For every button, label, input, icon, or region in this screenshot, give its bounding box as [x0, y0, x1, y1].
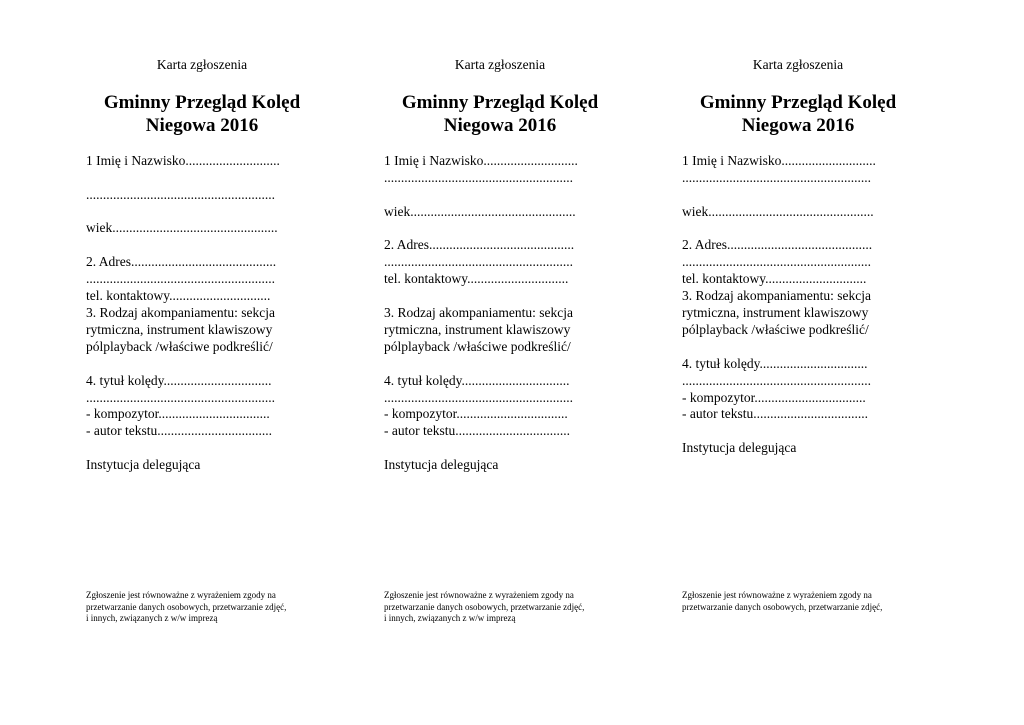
title-line-2: Niegowa 2016 — [443, 115, 557, 136]
phone-field[interactable]: tel. kontaktowy.............................. — [682, 271, 867, 286]
consent-note — [682, 590, 922, 613]
card-title — [682, 91, 914, 137]
phone-field[interactable]: tel. kontaktowy.............................. — [86, 288, 271, 303]
consent-note-line: przetwarzanie danych osobowych, przetwarzanie zdjęć, — [384, 601, 585, 612]
name-field[interactable]: 1 Imię i Nazwisko............................ — [86, 153, 280, 168]
age-field[interactable]: wiek................................................. — [86, 220, 278, 235]
name-field-continued[interactable]: ........................................................ — [86, 187, 275, 202]
address-field[interactable]: 2. Adres........................................... — [384, 237, 575, 252]
title-line-2: Niegowa 2016 — [741, 115, 855, 136]
card-header: Karta zgłoszenia — [752, 57, 844, 72]
registration-card-3 — [682, 0, 914, 725]
phone-field[interactable]: tel. kontaktowy.............................. — [384, 271, 569, 286]
carol-title-field-continued[interactable]: ........................................................ — [384, 390, 573, 405]
name-field[interactable]: 1 Imię i Nazwisko............................ — [682, 153, 876, 168]
accompaniment-label: 3. Rodzaj akompaniamentu: sekcja — [86, 305, 275, 320]
address-field[interactable]: 2. Adres........................................... — [86, 254, 277, 269]
carol-title-field[interactable]: 4. tytuł kolędy................................ — [682, 356, 868, 371]
title-line-1: Gminny Przegląd Kolęd — [699, 92, 897, 113]
registration-card-1 — [86, 0, 318, 725]
address-field-continued[interactable]: ........................................................ — [86, 271, 275, 286]
lyricist-field[interactable]: - autor tekstu.................................. — [384, 423, 570, 438]
address-field[interactable]: 2. Adres........................................... — [682, 237, 873, 252]
delegating-institution-label: Instytucja delegująca — [682, 440, 797, 455]
accompaniment-options-continued: pólplayback /właściwe podkreślić/ — [682, 322, 869, 337]
consent-note-line: przetwarzanie danych osobowych, przetwarzanie zdjęć, — [86, 601, 287, 612]
title-line-1: Gminny Przegląd Kolęd — [103, 92, 301, 113]
consent-note-line: i innych, związanych z w/w imprezą — [86, 613, 218, 623]
name-field-continued[interactable]: ........................................................ — [682, 170, 871, 185]
consent-note-line: i innych, związanych z w/w imprezą — [384, 613, 516, 623]
address-field-continued[interactable]: ........................................................ — [682, 254, 871, 269]
age-field[interactable]: wiek................................................. — [682, 204, 874, 219]
card-header: Karta zgłoszenia — [454, 57, 546, 72]
consent-note — [384, 590, 624, 625]
accompaniment-options: rytmiczna, instrument klawiszowy — [682, 305, 869, 320]
registration-card-2 — [384, 0, 616, 725]
accompaniment-options-continued: pólplayback /właściwe podkreślić/ — [384, 339, 571, 354]
carol-title-field[interactable]: 4. tytuł kolędy................................ — [86, 373, 272, 388]
age-field[interactable]: wiek................................................. — [384, 204, 576, 219]
lyricist-field[interactable]: - autor tekstu.................................. — [682, 406, 868, 421]
carol-title-field-continued[interactable]: ........................................................ — [86, 390, 275, 405]
accompaniment-options: rytmiczna, instrument klawiszowy — [86, 322, 273, 337]
name-field-continued[interactable]: ........................................................ — [384, 170, 573, 185]
card-title — [384, 91, 616, 137]
consent-note — [86, 590, 326, 625]
consent-note-line: przetwarzanie danych osobowych, przetwarzanie zdjęć, — [682, 601, 883, 612]
accompaniment-options: rytmiczna, instrument klawiszowy — [384, 322, 571, 337]
consent-note-line: Zgłoszenie jest równoważne z wyrażeniem zgody na — [384, 590, 574, 600]
title-line-1: Gminny Przegląd Kolęd — [401, 92, 599, 113]
delegating-institution-label: Instytucja delegująca — [384, 457, 499, 472]
lyricist-field[interactable]: - autor tekstu.................................. — [86, 423, 272, 438]
consent-note-line: Zgłoszenie jest równoważne z wyrażeniem zgody na — [86, 590, 276, 600]
accompaniment-options-continued: pólplayback /właściwe podkreślić/ — [86, 339, 273, 354]
title-line-2: Niegowa 2016 — [145, 115, 259, 136]
composer-field[interactable]: - kompozytor................................. — [682, 390, 866, 405]
composer-field[interactable]: - kompozytor................................. — [384, 406, 568, 421]
card-title — [86, 91, 318, 137]
consent-note-line: Zgłoszenie jest równoważne z wyrażeniem zgody na — [682, 590, 872, 600]
carol-title-field[interactable]: 4. tytuł kolędy................................ — [384, 373, 570, 388]
name-field[interactable]: 1 Imię i Nazwisko............................ — [384, 153, 578, 168]
delegating-institution-label: Instytucja delegująca — [86, 457, 201, 472]
address-field-continued[interactable]: ........................................................ — [384, 254, 573, 269]
accompaniment-label: 3. Rodzaj akompaniamentu: sekcja — [682, 288, 871, 303]
accompaniment-label: 3. Rodzaj akompaniamentu: sekcja — [384, 305, 573, 320]
composer-field[interactable]: - kompozytor................................. — [86, 406, 270, 421]
carol-title-field-continued[interactable]: ........................................................ — [682, 373, 871, 388]
card-header: Karta zgłoszenia — [156, 57, 248, 72]
